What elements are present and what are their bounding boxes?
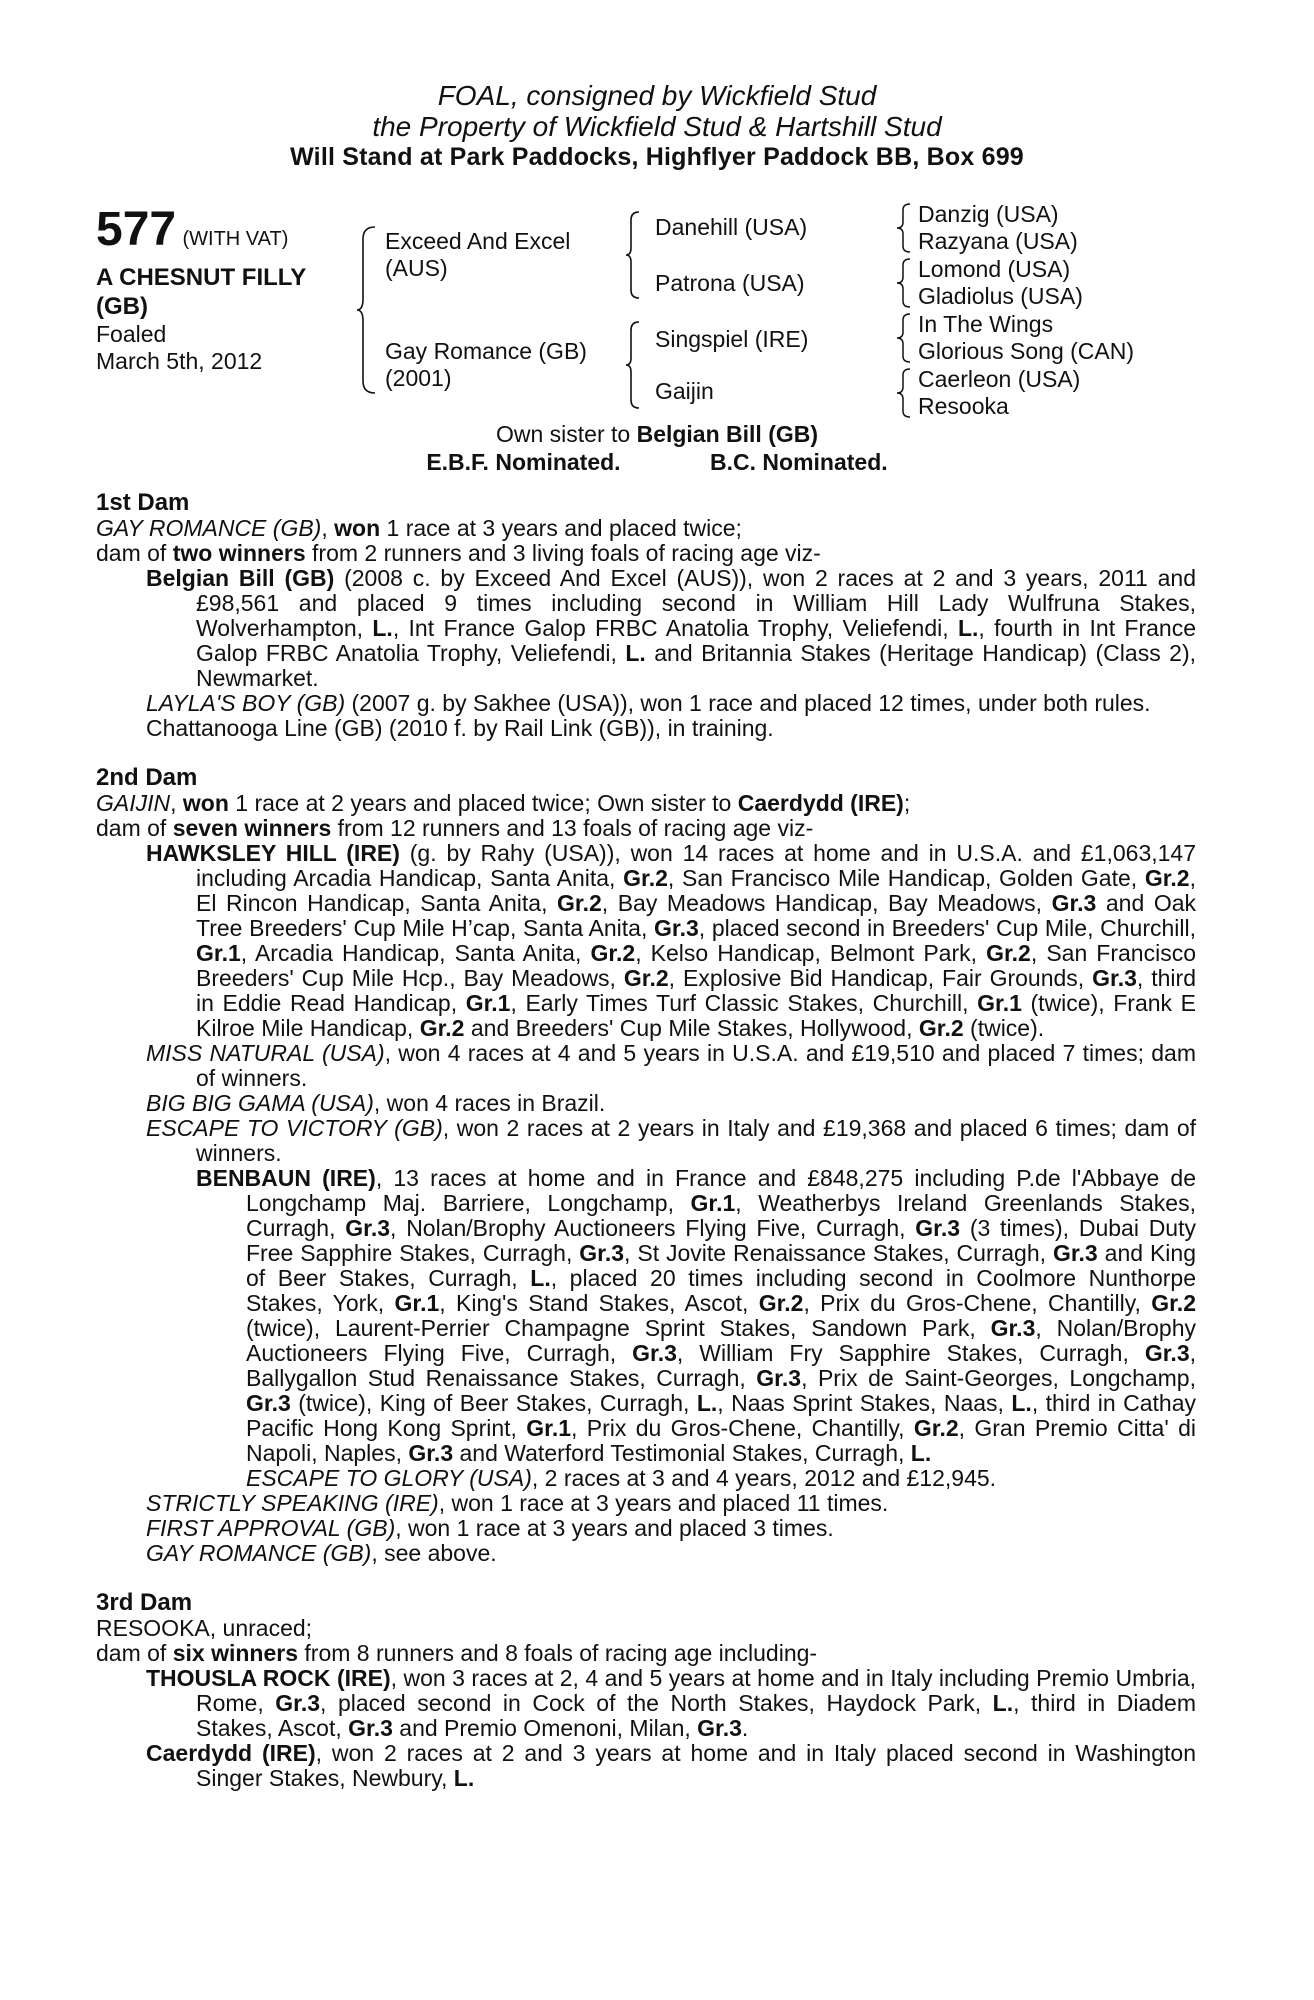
ebf-nominated: E.B.F. Nominated. — [426, 449, 621, 475]
ped-gen3-2: Razyana (USA) — [918, 228, 1078, 254]
brace-gen1 — [355, 225, 385, 395]
own-sister-line: Own sister to Belgian Bill (GB) — [495, 421, 819, 447]
foal-chattanooga-line: Chattanooga Line (GB) (2010 f. by Rail Link (GB)), in training. — [146, 715, 774, 741]
pedigree-sire — [385, 228, 570, 282]
lot-info — [96, 205, 356, 375]
sire-country: (AUS) — [385, 255, 448, 281]
nomination-notes — [0, 420, 1314, 476]
foal-thousla-rock: THOUSLA ROCK (IRE), won 3 races at 2, 4 and 5 years at home and in Italy including Premio Umbria, Rome, Gr.3, placed second in Cock of the North Stakes, Haydock Park, L., third in Diadem Stakes, Ascot, Gr.3 and Premio Omenoni, Milan, Gr.3. — [146, 1665, 1197, 1741]
brace-gen3-3 — [896, 312, 916, 364]
first-dam-line: GAY ROMANCE (GB), won 1 race at 3 years and placed twice; — [96, 515, 742, 541]
own-sister-name: Belgian Bill (GB) — [636, 421, 819, 447]
foal-benbaun: BENBAUN (IRE), 13 races at home and in France and £848,275 including P.de l'Abbaye de Longchamp Maj. Barriere, Longchamp, Gr.1, Weatherbys Ireland Greenlands Stakes, Curragh, Gr.3, Nolan/Brophy Auctioneers Flying Five, Curragh, Gr.3 (3 times), Dubai Duty Free Sapphire Stakes, Curragh, Gr.3, St Jovite Renaissance Stakes, Curragh, Gr.3 and King of Beer Stakes, Curragh, L., placed 20 times including second in Coolmore Nunthorpe Stakes, York, Gr.1, King's Stand Stakes, Ascot, Gr.2, Prix du Gros-Chene, Chantilly, Gr.2 (twice), Laurent-Perrier Champagne Sprint Stakes, Sandown Park, Gr.3, Nolan/Brophy Auctioneers Flying Five, Curragh, Gr.3, William Fry Sapphire Stakes, Curragh, Gr.3, Ballygallon Stud Renaissance Stakes, Curragh, Gr.3, Prix de Saint-Georges, Longchamp, Gr.3 (twice), King of Beer Stakes, Curragh, L., Naas Sprint Stakes, Naas, L., third in Cathay Pacific Hong Kong Sprint, Gr.1, Prix du Gros-Chene, Chantilly, Gr.2, Gran Premio Citta' di Napoli, Naples, Gr.3 and Waterford Testimonial Stakes, Curragh, L. — [196, 1165, 1197, 1466]
ped-gen2-1: Danehill (USA) — [655, 214, 808, 240]
brace-gen2-bottom — [625, 320, 645, 410]
foal-miss-natural: MISS NATURAL (USA), won 4 races at 4 and 5 years in U.S.A. and £19,510 and placed 7 times; dam of winners. — [146, 1040, 1196, 1091]
consignor-header — [0, 80, 1314, 172]
ped-gen2-4: Gaijin — [655, 378, 714, 404]
first-dam-produce: dam of two winners from 2 runners and 3 living foals of racing age viz- — [96, 540, 821, 566]
nominations-line — [0, 448, 1314, 476]
foal-laylas-boy: LAYLA'S BOY (GB) (2007 g. by Sakhee (USA)), won 1 race and placed 12 times, under both rules. — [146, 690, 1151, 716]
third-dam-produce: dam of six winners from 8 runners and 8 foals of racing age including- — [96, 1640, 818, 1666]
ped-gen3-8: Resooka — [918, 393, 1009, 419]
ped-gen2-3: Singspiel (IRE) — [655, 326, 809, 352]
foal-escape-to-victory: ESCAPE TO VICTORY (GB), won 2 races at 2 years in Italy and £19,368 and placed 6 times; dam of winners. — [146, 1115, 1196, 1166]
dam-name: Gay Romance (GB) — [385, 338, 587, 364]
ped-gen3-5: In The Wings — [918, 311, 1054, 337]
foaled-date: March 5th, 2012 — [96, 348, 263, 374]
ped-gen3-7: Caerleon (USA) — [918, 366, 1081, 392]
foal-first-approval: FIRST APPROVAL (GB), won 1 race at 3 years and placed 3 times. — [146, 1515, 834, 1541]
pedigree-dam — [385, 338, 587, 392]
foal-escape-to-glory: ESCAPE TO GLORY (USA), 2 races at 3 and 4 years, 2012 and £12,945. — [246, 1465, 997, 1491]
brace-gen3-2 — [896, 257, 916, 309]
family-text — [96, 490, 1196, 1791]
stand-line: Will Stand at Park Paddocks, Highflyer Paddock BB, Box 699 — [290, 143, 1024, 171]
foal-gay-romance: GAY ROMANCE (GB), see above. — [146, 1540, 497, 1566]
ped-gen3-3: Lomond (USA) — [918, 256, 1071, 282]
ped-gen2-2: Patrona (USA) — [655, 270, 805, 296]
brace-gen3-4 — [896, 367, 916, 419]
second-dam-produce: dam of seven winners from 12 runners and 13 foals of racing age viz- — [96, 815, 814, 841]
foal-hawksley-hill: HAWKSLEY HILL (IRE) (g. by Rahy (USA)), won 14 races at home and in U.S.A. and £1,063,147 including Arcadia Handicap, Santa Anita, Gr.2, San Francisco Mile Handicap, Golden Gate, Gr.2, El Rincon Handicap, Santa Anita, Gr.2, Bay Meadows Handicap, Bay Meadows, Gr.3 and Oak Tree Breeders' Cup Mile H’cap, Santa Anita, Gr.3, placed second in Breeders' Cup Mile, Churchill, Gr.1, Arcadia Handicap, Santa Anita, Gr.2, Kelso Handicap, Belmont Park, Gr.2, San Francisco Breeders' Cup Mile Hcp., Bay Meadows, Gr.2, Explosive Bid Handicap, Fair Grounds, Gr.3, third in Eddie Read Handicap, Gr.1, Early Times Turf Classic Stakes, Churchill, Gr.1 (twice), Frank E Kilroe Mile Handicap, Gr.2 and Breeders' Cup Mile Stakes, Hollywood, Gr.2 (twice). — [146, 840, 1197, 1041]
vat-note: (WITH VAT) — [182, 228, 289, 250]
third-dam-line: RESOOKA, unraced; — [96, 1615, 313, 1641]
consignor-line: FOAL, consigned by Wickfield Stud — [437, 80, 877, 111]
foal-belgian-bill: Belgian Bill (GB) (2008 c. by Exceed And Excel (AUS)), won 2 races at 2 and 3 years, 2011 and £98,561 and placed 9 times including second in William Hill Lady Wulfruna Stakes, Wolverhampton, L., Int France Galop FRBC Anatolia Trophy, Veliefendi, L., fourth in Int France Galop FRBC Anatolia Trophy, Veliefendi, L. and Britannia Stakes (Heritage Handicap) (Class 2), Newmarket. — [146, 565, 1197, 691]
lot-title-a: A CHESNUT FILLY — [96, 264, 307, 291]
foal-caerdydd: Caerdydd (IRE), won 2 races at 2 and 3 years at home and in Italy placed second in Washington Singer Stakes, Newbury, L. — [146, 1740, 1196, 1791]
lot-number: 577 — [96, 203, 177, 256]
foal-big-big-gama: BIG BIG GAMA (USA), won 4 races in Brazil. — [146, 1090, 606, 1116]
property-line: the Property of Wickfield Stud & Hartshill Stud — [372, 111, 942, 142]
second-dam-heading: 2nd Dam — [96, 764, 198, 791]
foaled-label: Foaled — [96, 321, 167, 347]
lot-title-b: (GB) — [96, 293, 148, 320]
brace-gen3-1 — [896, 202, 916, 254]
foal-strictly-speaking: STRICTLY SPEAKING (IRE), won 1 race at 3 years and placed 11 times. — [146, 1490, 889, 1516]
bc-nominated: B.C. Nominated. — [710, 449, 888, 475]
third-dam-heading: 3rd Dam — [96, 1589, 193, 1616]
ped-gen3-1: Danzig (USA) — [918, 201, 1059, 227]
first-dam-heading: 1st Dam — [96, 489, 190, 516]
sire-name: Exceed And Excel — [385, 228, 571, 254]
ped-gen3-4: Gladiolus (USA) — [918, 283, 1083, 309]
brace-gen2-top — [625, 210, 645, 300]
dam-year: (2001) — [385, 365, 452, 391]
second-dam-line: GAIJIN, won 1 race at 2 years and placed twice; Own sister to Caerdydd (IRE); — [96, 790, 911, 816]
ped-gen3-6: Glorious Song (CAN) — [918, 338, 1135, 364]
